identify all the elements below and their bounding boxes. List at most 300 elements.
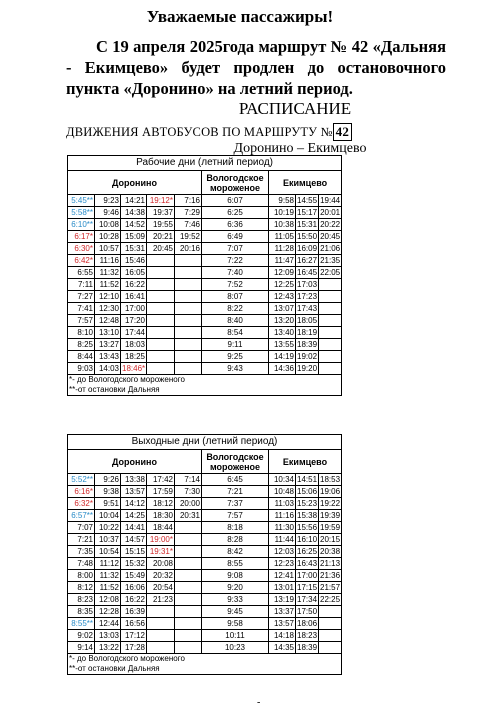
time-cell: 6:45: [202, 474, 269, 486]
time-cell: 16:27: [297, 255, 318, 265]
time-cell: 17:23: [297, 291, 318, 301]
time-cell: 7:46: [175, 219, 202, 231]
time-cell: [175, 291, 202, 303]
time-cell: 7:41: [68, 303, 95, 315]
time-cell: 10:38: [269, 219, 296, 231]
time-cell: 17:44: [121, 327, 147, 339]
time-cell: 7:22: [202, 255, 269, 267]
time-cell: [147, 291, 175, 303]
time-cell: 6:10**: [68, 219, 95, 231]
time-cell: [175, 303, 202, 315]
time-cell: 6:55: [68, 267, 95, 279]
time-cell: 17:00: [297, 570, 318, 580]
time-cell: 14:12: [121, 498, 147, 510]
time-cell: 20:21: [147, 231, 175, 243]
time-cell: 6:42*: [68, 255, 95, 267]
time-cell: 13:40: [269, 327, 296, 339]
time-cell: 17:59: [147, 486, 175, 498]
table-row: [68, 363, 342, 375]
time-cell: [175, 582, 202, 594]
time-cell: [147, 630, 175, 642]
time-cell: 11:05: [269, 231, 296, 243]
workdays-col-ekimtsevo: Екимцево: [269, 171, 342, 195]
time-cell: 9:02: [68, 630, 95, 642]
time-cell: 10:22: [95, 522, 121, 534]
time-cell: 6:07: [202, 195, 269, 207]
time-cell: 12:23: [269, 558, 296, 570]
time-cell: 6:25: [202, 207, 269, 219]
time-cell: 8:54: [202, 327, 269, 339]
time-cell: 19:20: [297, 363, 318, 373]
time-cell: 10:04: [95, 510, 121, 522]
weekends-col-vologodskoe: Вологодское мороженое: [202, 450, 269, 474]
time-cell: 16:09: [297, 243, 318, 253]
time-cell: 15:38: [297, 510, 318, 520]
time-cell: 16:06: [121, 582, 147, 594]
time-cell: 11:44: [269, 534, 296, 546]
time-cell: 7:37: [202, 498, 269, 510]
time-cell: 10:19: [269, 207, 296, 219]
workdays-col-doronino: Доронино: [68, 171, 202, 195]
time-cell: 20:45: [147, 243, 175, 255]
time-cell: [175, 534, 202, 546]
time-cell: 15:31: [297, 219, 318, 229]
time-cell: 8:55**: [68, 618, 95, 630]
time-cell: 9:58: [269, 195, 296, 207]
time-cell: 13:03: [95, 630, 121, 642]
time-cell: 12:48: [95, 315, 121, 327]
time-cell: 6:30*: [68, 243, 95, 255]
workdays-notes: [68, 375, 342, 396]
table-row: [68, 510, 342, 522]
time-cell: 11:30: [269, 522, 296, 534]
time-cell: [147, 267, 175, 279]
time-cell: 7:14: [175, 474, 202, 486]
time-cell: 7:29: [175, 207, 202, 219]
time-cell: 7:21: [68, 534, 95, 546]
time-cell: [319, 618, 342, 630]
time-cell: 8:28: [202, 534, 269, 546]
table-row: [68, 327, 342, 339]
time-cell: [147, 303, 175, 315]
time-cell: 12:08: [95, 594, 121, 606]
time-cell: 9:03: [68, 363, 95, 375]
time-cell: 20:22: [320, 219, 341, 229]
time-cell: 16:22: [121, 279, 147, 291]
time-cell: 7:35: [68, 546, 95, 558]
time-cell: 13:43: [95, 351, 121, 363]
time-cell: 12:28: [95, 606, 121, 618]
time-cell: [319, 351, 342, 363]
time-cell: 16:25: [297, 546, 318, 556]
time-cell: 15:31: [121, 243, 147, 255]
time-cell: 9:23: [95, 195, 121, 207]
weekends-timetable: [67, 434, 342, 675]
time-cell: 16:39: [121, 606, 147, 618]
time-cell: 18:30: [147, 510, 175, 522]
table-row: [68, 582, 342, 594]
time-cell: 9:46: [95, 207, 121, 219]
time-cell: 10:48: [269, 486, 296, 498]
time-cell: [175, 339, 202, 351]
time-cell: 8:07: [202, 291, 269, 303]
time-cell: 8:42: [202, 546, 269, 558]
time-cell: 20:45: [320, 231, 341, 241]
weekends-notes: [68, 654, 342, 675]
time-cell: 7:16: [175, 195, 202, 207]
time-cell: 13:20: [269, 315, 296, 327]
time-cell: [147, 642, 175, 654]
time-cell: 10:28: [95, 231, 121, 243]
weekends-col-ekimtsevo: Екимцево: [269, 450, 342, 474]
time-cell: 11:12: [95, 558, 121, 570]
time-cell: 8:10: [68, 327, 95, 339]
time-cell: 8:22: [202, 303, 269, 315]
time-cell: 13:57: [121, 486, 147, 498]
workdays-timetable: [67, 155, 342, 396]
time-cell: 11:32: [95, 570, 121, 582]
time-cell: 19:00*: [147, 534, 175, 546]
table-row: [68, 618, 342, 630]
time-cell: 20:08: [147, 558, 175, 570]
time-cell: [147, 618, 175, 630]
time-cell: 18:25: [121, 351, 147, 363]
time-cell: 10:34: [269, 474, 296, 486]
time-cell: 16:43: [297, 558, 318, 568]
time-cell: 15:23: [297, 498, 318, 508]
time-cell: 21:36: [320, 570, 341, 580]
table-row: [68, 486, 342, 498]
table-row: [68, 546, 342, 558]
table-row: [68, 642, 342, 654]
time-cell: 15:56: [297, 522, 318, 532]
time-cell: 16:56: [121, 618, 147, 630]
workdays-col-vologodskoe: Вологодское мороженое: [202, 171, 269, 195]
time-cell: 12:43: [269, 291, 296, 303]
time-cell: [147, 327, 175, 339]
time-cell: [319, 642, 342, 654]
time-cell: 18:19: [297, 327, 318, 337]
time-cell: 9:20: [202, 582, 269, 594]
time-cell: 9:58: [202, 618, 269, 630]
time-cell: 19:44: [320, 195, 341, 205]
time-cell: 16:45: [297, 267, 318, 277]
time-cell: 10:57: [95, 243, 121, 255]
time-cell: 12:41: [269, 570, 296, 582]
time-cell: 20:16: [175, 243, 202, 255]
time-cell: 11:47: [269, 255, 296, 267]
table-row: [68, 255, 342, 267]
note-ice-cream: *- до Вологодского мороженого: [69, 654, 185, 663]
time-cell: 13:38: [121, 474, 147, 486]
time-cell: 11:16: [95, 255, 121, 267]
time-cell: [175, 363, 202, 375]
time-cell: [147, 279, 175, 291]
time-cell: 19:55: [147, 219, 175, 231]
table-row: [68, 219, 342, 231]
time-cell: [147, 363, 175, 375]
time-cell: 15:15: [121, 546, 147, 558]
time-cell: 8:25: [68, 339, 95, 351]
time-cell: 20:15: [320, 534, 341, 544]
time-cell: [147, 315, 175, 327]
time-cell: [175, 327, 202, 339]
time-cell: 13:37: [269, 606, 296, 618]
time-cell: 10:37: [95, 534, 121, 546]
time-cell: [175, 255, 202, 267]
time-cell: 9:08: [202, 570, 269, 582]
time-cell: 14:36: [269, 363, 296, 375]
table-row: [68, 279, 342, 291]
time-cell: [175, 570, 202, 582]
time-cell: 14:21: [121, 195, 147, 207]
time-cell: 15:17: [297, 207, 318, 217]
time-cell: 8:23: [68, 594, 95, 606]
time-cell: 11:52: [95, 582, 121, 594]
time-cell: 9:51: [95, 498, 121, 510]
time-cell: 9:33: [202, 594, 269, 606]
time-cell: 18:05: [297, 315, 318, 325]
time-cell: 9:38: [95, 486, 121, 498]
table-row: [68, 339, 342, 351]
time-cell: 10:23: [202, 642, 269, 654]
time-cell: 10:11: [202, 630, 269, 642]
time-cell: 9:45: [202, 606, 269, 618]
time-cell: 18:44: [147, 522, 175, 534]
time-cell: 7:57: [202, 510, 269, 522]
schedule-heading: РАСПИСАНИЕ: [238, 99, 352, 118]
time-cell: 19:06: [320, 486, 341, 496]
time-cell: 15:09: [121, 231, 147, 243]
time-cell: 13:19: [269, 594, 296, 606]
route-name: Доронино – Екимцево: [233, 141, 367, 156]
time-cell: 17:00: [121, 303, 147, 315]
time-cell: 18:23: [297, 630, 318, 640]
time-cell: 15:32: [121, 558, 147, 570]
note-dalnyaya: **-от остановки Дальняя: [69, 664, 160, 673]
table-row: [68, 606, 342, 618]
time-cell: 11:03: [269, 498, 296, 510]
time-cell: [147, 339, 175, 351]
time-cell: [175, 315, 202, 327]
table-row: [68, 315, 342, 327]
table-row: [68, 594, 342, 606]
table-row: [68, 498, 342, 510]
time-cell: [147, 606, 175, 618]
time-cell: 19:31*: [147, 546, 175, 558]
time-cell: 12:09: [269, 267, 296, 279]
time-cell: 15:46: [121, 255, 147, 267]
time-cell: 13:27: [95, 339, 121, 351]
route-number: 42: [333, 123, 352, 141]
time-cell: 7:52: [202, 279, 269, 291]
time-cell: 19:39: [320, 510, 341, 520]
time-cell: [319, 327, 342, 339]
table-row: [68, 231, 342, 243]
workdays-title: Рабочие дни (летний период): [68, 156, 342, 171]
time-cell: 22:05: [320, 267, 341, 277]
time-cell: 18:53: [320, 474, 341, 484]
table-row: [68, 195, 342, 207]
time-cell: 20:00: [175, 498, 202, 510]
weekends-col-doronino: Доронино: [68, 450, 202, 474]
time-cell: 22:25: [320, 594, 341, 604]
table-row: [68, 474, 342, 486]
time-cell: 14:55: [297, 195, 318, 205]
time-cell: 21:23: [147, 594, 175, 606]
time-cell: 6:16*: [68, 486, 95, 498]
time-cell: 19:37: [147, 207, 175, 219]
time-cell: [147, 351, 175, 363]
time-cell: 8:35: [68, 606, 95, 618]
time-cell: 8:12: [68, 582, 95, 594]
time-cell: 14:52: [121, 219, 147, 231]
time-cell: 8:00: [68, 570, 95, 582]
time-cell: [319, 363, 342, 375]
time-cell: 20:38: [320, 546, 341, 556]
time-cell: 7:30: [175, 486, 202, 498]
time-cell: 8:44: [68, 351, 95, 363]
time-cell: 9:25: [202, 351, 269, 363]
time-cell: 10:08: [95, 219, 121, 231]
time-cell: [319, 315, 342, 327]
time-cell: 14:18: [269, 630, 296, 642]
notice-text: С 19 апреля 2025года маршрут № 42 «Дальняя - Екимцево» будет продлен до остановочного пункта «Доронино» на летний период.: [66, 37, 446, 98]
time-cell: 11:28: [269, 243, 296, 255]
time-cell: [175, 267, 202, 279]
time-cell: 20:54: [147, 582, 175, 594]
time-cell: 12:30: [95, 303, 121, 315]
table-row: [68, 351, 342, 363]
notice-title: Уважаемые пассажиры!: [146, 7, 334, 26]
time-cell: 19:02: [297, 351, 318, 361]
time-cell: 11:52: [95, 279, 121, 291]
time-cell: 6:57**: [68, 510, 95, 522]
time-cell: 12:25: [269, 279, 296, 291]
time-cell: [319, 339, 342, 351]
time-cell: 8:55: [202, 558, 269, 570]
time-cell: 14:03: [95, 363, 121, 375]
weekends-rows: [68, 474, 342, 654]
time-cell: 11:16: [269, 510, 296, 522]
table-row: [68, 267, 342, 279]
time-cell: [175, 618, 202, 630]
time-cell: 17:43: [297, 303, 318, 313]
time-cell: 7:21: [202, 486, 269, 498]
time-cell: [175, 594, 202, 606]
time-cell: [175, 642, 202, 654]
time-cell: 21:35: [320, 255, 341, 265]
time-cell: [175, 279, 202, 291]
time-cell: 17:03: [297, 279, 318, 289]
time-cell: [319, 630, 342, 642]
time-cell: [175, 558, 202, 570]
time-cell: 7:07: [68, 522, 95, 534]
time-cell: 6:49: [202, 231, 269, 243]
time-cell: 9:11: [202, 339, 269, 351]
time-cell: 14:51: [297, 474, 318, 484]
time-cell: 13:22: [95, 642, 121, 654]
time-cell: 20:32: [147, 570, 175, 582]
time-cell: 17:12: [121, 630, 147, 642]
time-cell: 21:13: [320, 558, 341, 568]
time-cell: 12:44: [95, 618, 121, 630]
table-row: [68, 303, 342, 315]
time-cell: 20:01: [320, 207, 341, 217]
time-cell: [175, 522, 202, 534]
table-row: [68, 291, 342, 303]
time-cell: 19:22: [320, 498, 341, 508]
time-cell: 8:18: [202, 522, 269, 534]
note-dalnyaya: **-от остановки Дальняя: [69, 385, 160, 394]
time-cell: 9:43: [202, 363, 269, 375]
time-cell: 13:57: [269, 618, 296, 630]
time-cell: 7:48: [68, 558, 95, 570]
time-cell: 20:31: [175, 510, 202, 522]
time-cell: [175, 351, 202, 363]
time-cell: [319, 291, 342, 303]
time-cell: [319, 606, 342, 618]
time-cell: 15:49: [121, 570, 147, 582]
time-cell: 7:27: [68, 291, 95, 303]
table-row: [68, 534, 342, 546]
time-cell: 13:10: [95, 327, 121, 339]
table-row: [68, 522, 342, 534]
time-cell: 6:17*: [68, 231, 95, 243]
time-cell: 14:35: [269, 642, 296, 654]
time-cell: [175, 630, 202, 642]
time-cell: 17:42: [147, 474, 175, 486]
time-cell: 21:57: [320, 582, 341, 592]
time-cell: 5:45**: [68, 195, 95, 207]
table-row: [68, 630, 342, 642]
time-cell: 12:10: [95, 291, 121, 303]
time-cell: 13:55: [269, 339, 296, 351]
time-cell: 7:40: [202, 267, 269, 279]
time-cell: 18:12: [147, 498, 175, 510]
time-cell: [319, 303, 342, 315]
time-cell: 5:58**: [68, 207, 95, 219]
time-cell: 17:50: [297, 606, 318, 616]
route-heading: [66, 123, 480, 141]
time-cell: 9:26: [95, 474, 121, 486]
note-ice-cream: *- до Вологодского мороженого: [69, 375, 185, 384]
route-heading-label: ДВИЖЕНИЯ АВТОБУСОВ ПО МАРШРУТУ №: [66, 125, 333, 139]
table-row: [68, 570, 342, 582]
time-cell: 14:25: [121, 510, 147, 522]
time-cell: 17:15: [297, 582, 318, 592]
table-row: [68, 207, 342, 219]
time-cell: 16:22: [121, 594, 147, 606]
footer-mark: -: [257, 697, 261, 708]
time-cell: 19:59: [320, 522, 341, 532]
time-cell: 15:50: [297, 231, 318, 241]
time-cell: 16:41: [121, 291, 147, 303]
time-cell: [175, 606, 202, 618]
time-cell: 13:01: [269, 582, 296, 594]
time-cell: 17:20: [121, 315, 147, 327]
workdays-rows: [68, 195, 342, 375]
time-cell: 6:32*: [68, 498, 95, 510]
time-cell: [175, 546, 202, 558]
time-cell: 7:57: [68, 315, 95, 327]
time-cell: 14:38: [121, 207, 147, 219]
time-cell: 18:39: [297, 642, 318, 652]
time-cell: 18:46*: [122, 363, 146, 373]
time-cell: 19:12*: [147, 195, 175, 207]
time-cell: 7:11: [68, 279, 95, 291]
time-cell: 14:57: [121, 534, 147, 546]
